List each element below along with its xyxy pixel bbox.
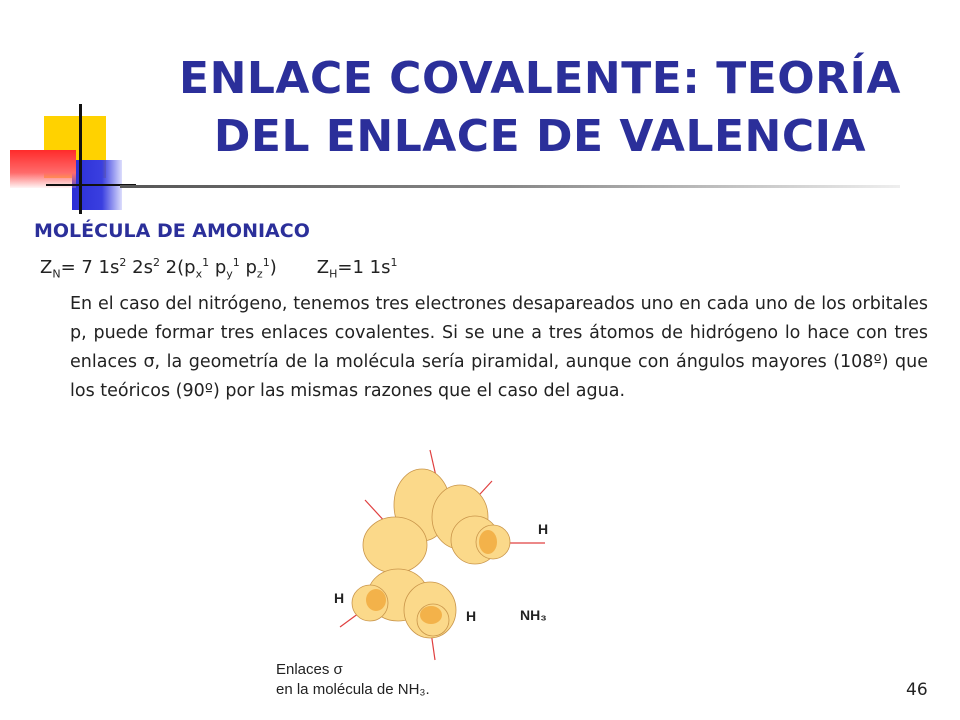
- label-h-bottom: H: [466, 608, 477, 624]
- caption-line-2: en la molécula de NH₃.: [276, 681, 430, 698]
- s2-superscript: 2: [152, 256, 160, 269]
- zh-symbol: Z: [316, 257, 330, 278]
- title-line-1: ENLACE COVALENTE: TEORÍA: [179, 53, 901, 104]
- slide-title: [140, 50, 940, 166]
- zn-symbol: Z: [40, 257, 53, 278]
- lobe-left: [363, 517, 427, 573]
- corner-decoration: [0, 0, 140, 220]
- pz-superscript: 1: [262, 256, 270, 269]
- decoration-vertical-line: [79, 104, 82, 214]
- s2-text: 2s: [126, 257, 153, 278]
- section-heading: MOLÉCULA DE AMONIACO: [34, 220, 310, 242]
- zh-value: =1 1s: [337, 257, 391, 278]
- pz-text: p: [239, 257, 257, 278]
- electron-configuration: [40, 256, 397, 281]
- px-superscript: 1: [202, 256, 210, 269]
- zh-superscript: 1: [390, 256, 398, 269]
- px-subscript: x: [195, 267, 203, 281]
- title-line-2: DEL ENLACE DE VALENCIA: [213, 111, 867, 162]
- orbital-drawing: [270, 445, 570, 665]
- s1-superscript: 2: [119, 256, 127, 269]
- label-h-right: H: [538, 521, 549, 537]
- zh-subscript: H: [329, 267, 338, 281]
- overlap-bottom: [420, 606, 442, 624]
- figure-caption: [276, 660, 430, 700]
- label-h-left: H: [334, 590, 345, 606]
- body-paragraph: En el caso del nitrógeno, tenemos tres electrones desapareados uno en cada uno de los orbitales p, puede formar tres enlaces covalentes. Si se une a tres átomos de hidrógeno lo hace con tres enlaces σ, la geometría de la molécula sería piramidal, aunque con ángulos mayores (108º) que los teóricos (90º) por las mismas razones que el caso del agua.: [70, 294, 928, 401]
- py-subscript: y: [226, 267, 233, 281]
- overlap-left: [366, 589, 386, 611]
- page-number: 46: [906, 680, 928, 700]
- title-rule: [120, 185, 900, 188]
- pz-subscript: z: [256, 267, 263, 281]
- p-close: ): [269, 257, 277, 278]
- overlap-right: [479, 530, 497, 554]
- caption-line-1: Enlaces σ: [276, 661, 343, 678]
- decoration-red-square: [10, 150, 76, 188]
- label-nh3: NH₃: [520, 607, 547, 623]
- zn-value: = 7 1s: [60, 257, 120, 278]
- py-superscript: 1: [232, 256, 240, 269]
- p-open: 2(p: [159, 257, 196, 278]
- py-text: p: [209, 257, 227, 278]
- zn-subscript: N: [52, 267, 61, 281]
